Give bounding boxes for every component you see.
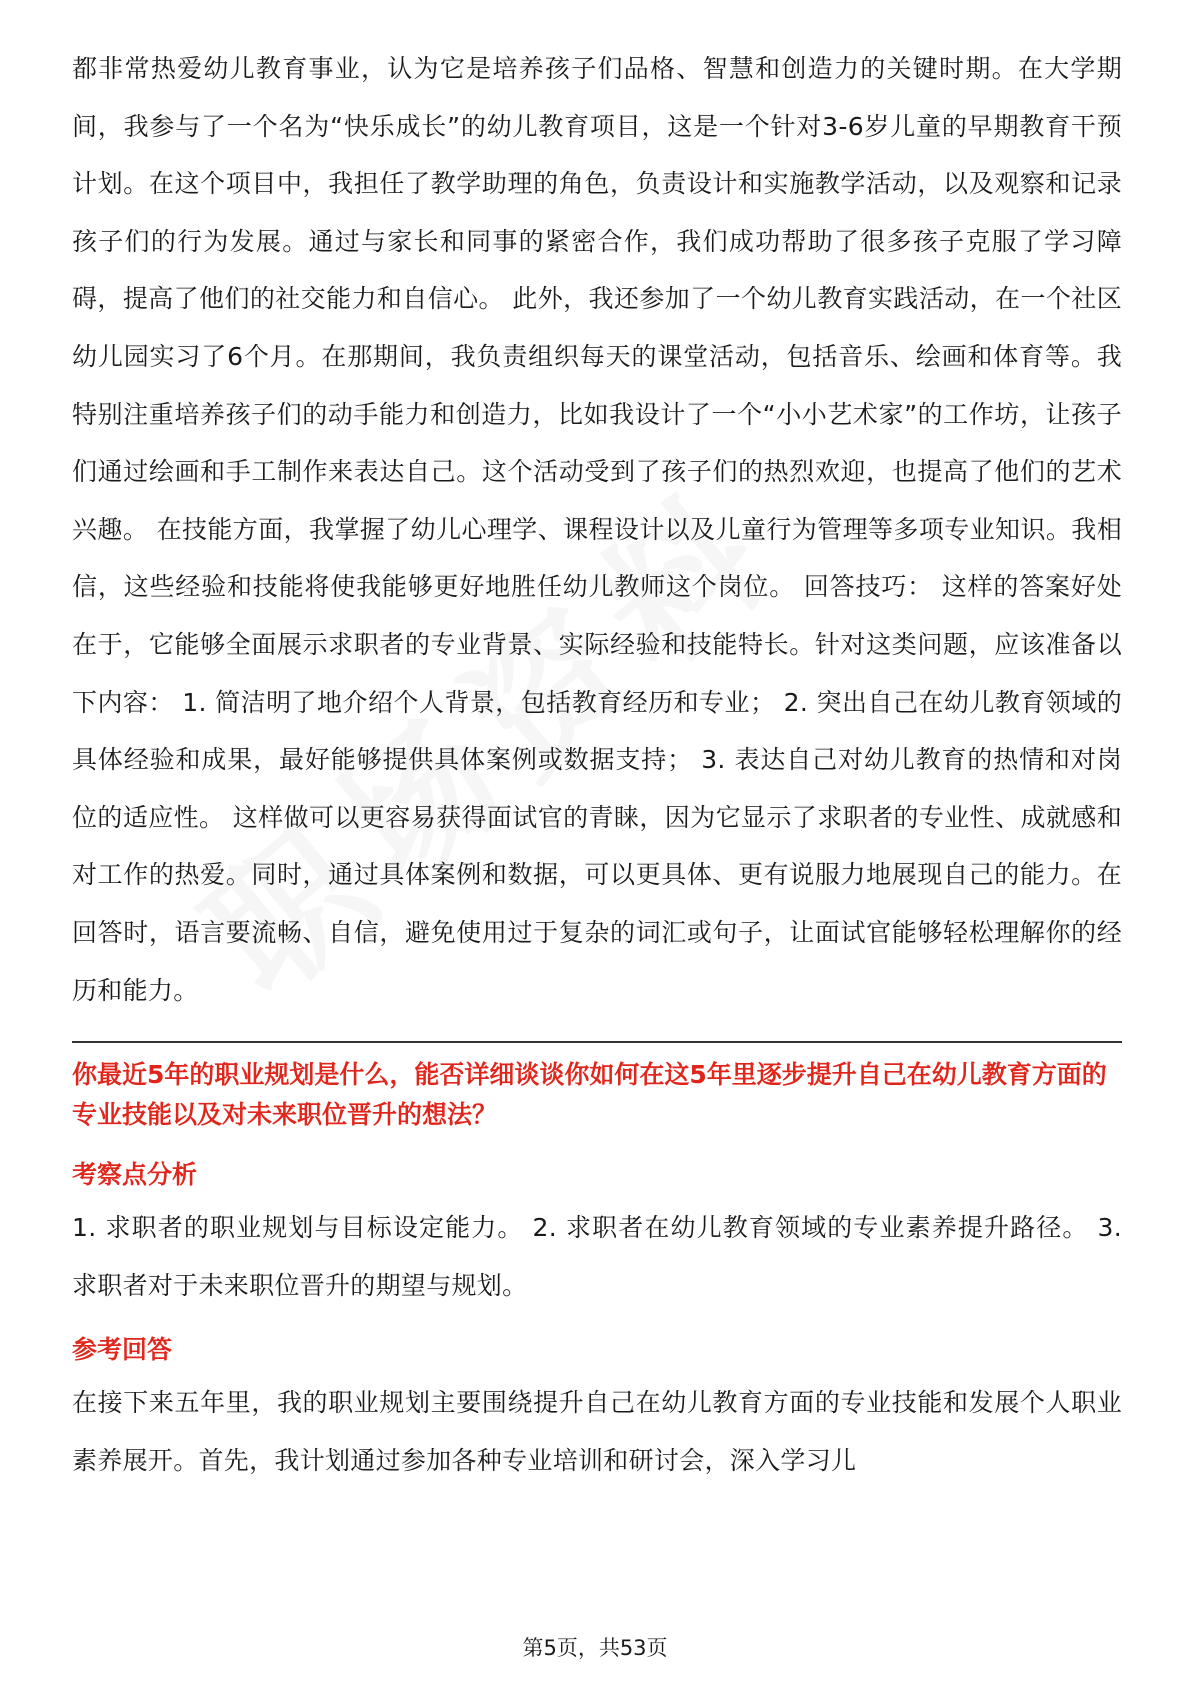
page-content [72, 40, 1122, 1489]
page-number: 第5页，共53页 [522, 1636, 668, 1660]
answer-paragraph: 在接下来五年里，我的职业规划主要围绕提升自己在幼儿教育方面的专业技能和发展个人职业素养展开。首先，我计划通过参加各种专业培训和研讨会，深入学习儿 [72, 1388, 1122, 1475]
body-paragraph: 都非常热爱幼儿教育事业，认为它是培养孩子们品格、智慧和创造力的关键时期。在大学期间，我参与了一个名为“快乐成长”的幼儿教育项目，这是一个针对3-6岁儿童的早期教育干预计划。在这个项目中，我担任了教学助理的角色，负责设计和实施教学活动，以及观察和记录孩子们的行为发展。通过与家长和同事的紧密合作，我们成功帮助了很多孩子克服了学习障碍，提高了他们的社交能力和自信心。 此外，我还参加了一个幼儿教育实践活动，在一个社区幼儿园实习了6个月。在那期间，我负责组织每天的课堂活动，包括音乐、绘画和体育等。我特别注重培养孩子们的动手能力和创造力，比如我设计了一个“小小艺术家”的工作坊，让孩子们通过绘画和手工制作来表达自己。这个活动受到了孩子们的热烈欢迎，也提高了他们的艺术兴趣。 在技能方面，我掌握了幼儿心理学、课程设计以及儿童行为管理等多项专业知识。我相信，这些经验和技能将使我能够更好地胜任幼儿教师这个岗位。 回答技巧： 这样的答案好处在于，它能够全面展示求职者的专业背景、实际经验和技能特长。针对这类问题，应该准备以下内容： 1. 简洁明了地介绍个人背景，包括教育经历和专业； 2. 突出自己在幼儿教育领域的具体经验和成果，最好能够提供具体案例或数据支持； 3. 表达自己对幼儿教育的热情和对岗位的适应性。 这样做可以更容易获得面试官的青睐，因为它显示了求职者的专业性、成就感和对工作的热爱。同时，通过具体案例和数据，可以更具体、更有说服力地展现自己的能力。在回答时，语言要流畅、自信，避免使用过于复杂的词汇或句子，让面试官能够轻松理解你的经历和能力。 [72, 54, 1122, 1005]
answer-heading: 参考回答 [72, 1335, 173, 1365]
interview-question: 你最近5年的职业规划是什么，能否详细谈谈你如何在这5年里逐步提升自己在幼儿教育方面的专业技能以及对未来职位晋升的想法？ [72, 1060, 1107, 1130]
analysis-paragraph: 1. 求职者的职业规划与目标设定能力。 2. 求职者在幼儿教育领域的专业素养提升路径。 3. 求职者对于未来职位晋升的期望与规划。 [72, 1213, 1122, 1300]
section-divider [72, 1041, 1122, 1043]
analysis-heading: 考察点分析 [72, 1160, 198, 1190]
